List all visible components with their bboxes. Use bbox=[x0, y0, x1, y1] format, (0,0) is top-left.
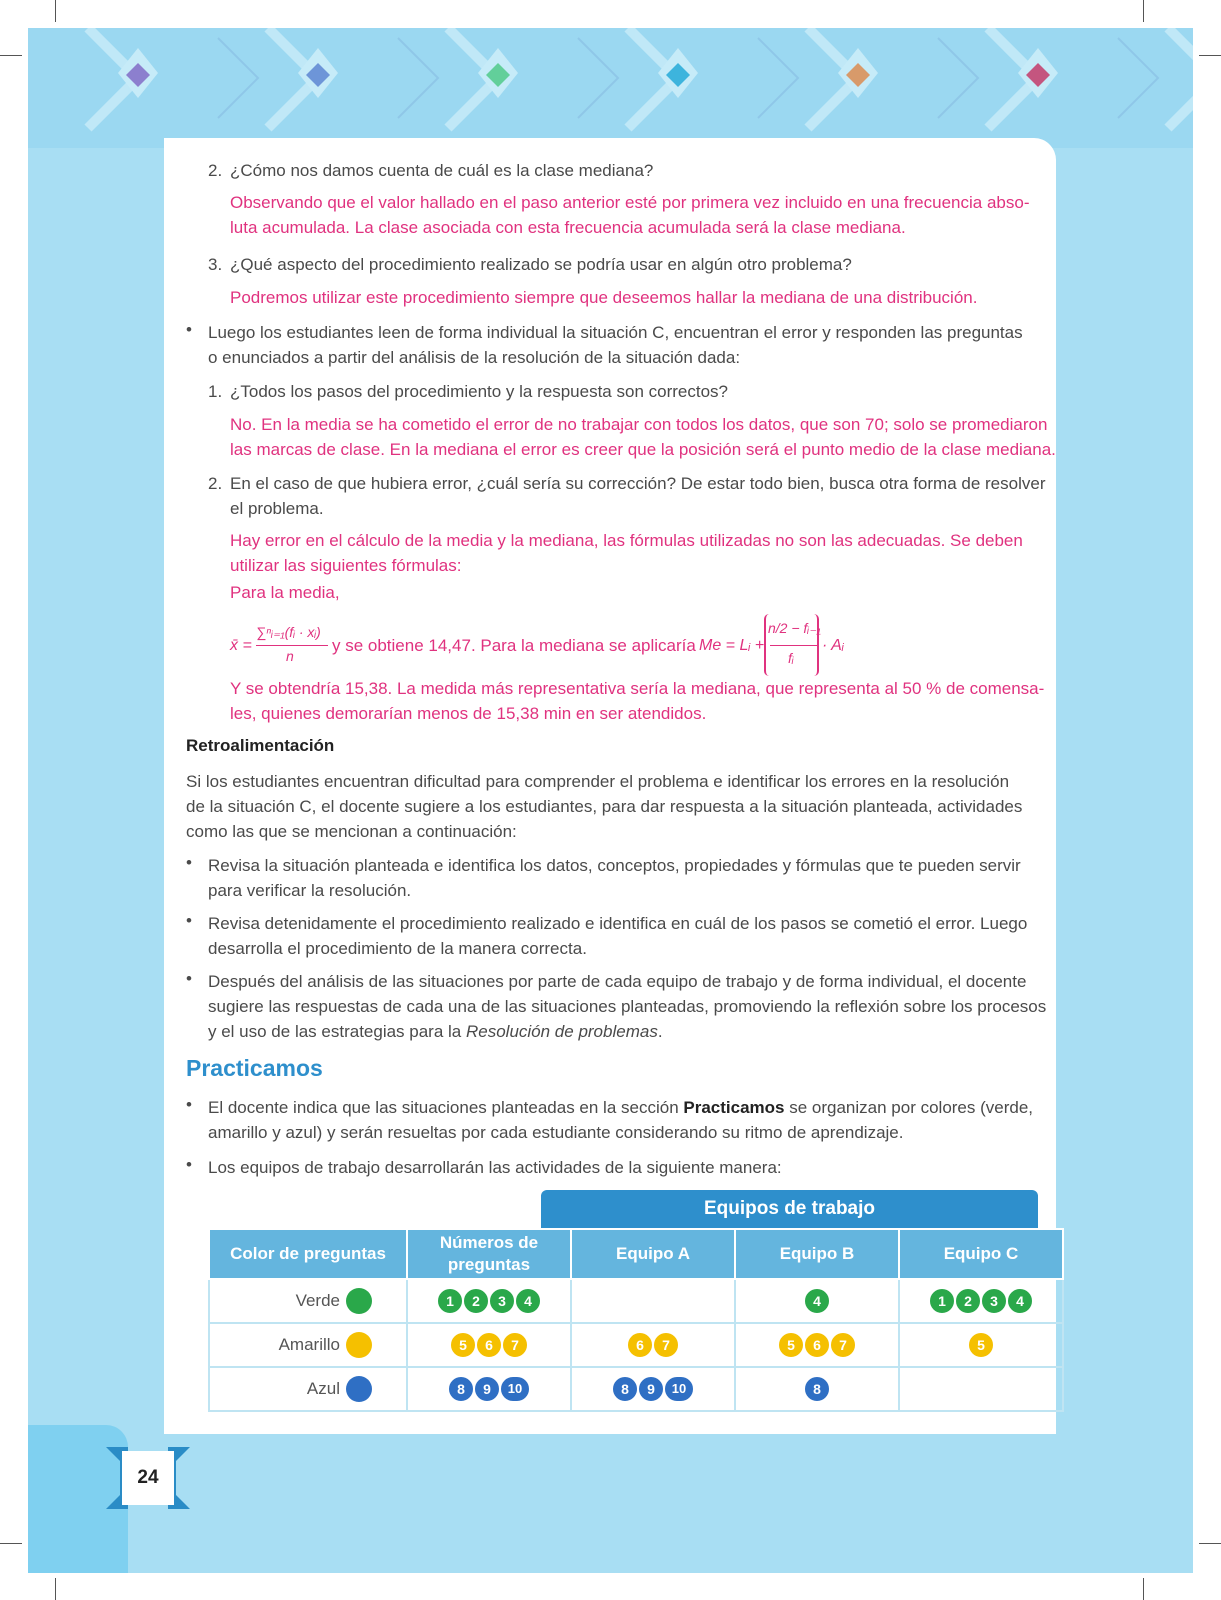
question-numbers-cell bbox=[899, 1367, 1063, 1411]
bullet-text: sugiere las respuestas de cada una de las situaciones planteadas, promoviendo la reflexión sobre los procesos bbox=[208, 997, 1047, 1016]
table-group-header: Equipos de trabajo bbox=[541, 1190, 1038, 1228]
crop-mark bbox=[0, 1543, 22, 1544]
item-number: 3. bbox=[208, 255, 223, 274]
table-header-cell: Color de preguntas bbox=[209, 1229, 407, 1279]
question-number-badge: 6 bbox=[803, 1331, 831, 1359]
bullet-text bbox=[208, 1095, 1033, 1120]
bullet-text: para verificar la resolución. bbox=[208, 881, 412, 900]
question-number-badge: 5 bbox=[777, 1331, 805, 1359]
bullet-text: Luego los estudiantes leen de forma individual la situación C, encuentran el error y responden las preguntas bbox=[208, 323, 1023, 342]
bullet-text: o enunciados a partir del análisis de la resolución de la situación dada: bbox=[208, 348, 741, 367]
item-number: 2. bbox=[208, 474, 223, 493]
question-number-badge: 2 bbox=[462, 1287, 490, 1315]
paragraph-text: como las que se mencionan a continuación: bbox=[186, 822, 517, 841]
question-number-badge: 1 bbox=[436, 1287, 464, 1315]
table-header-cell: Equipo C bbox=[899, 1229, 1063, 1279]
paragraph-text: Si los estudiantes encuentran dificultad para comprender el problema e identificar los errores en la resolución bbox=[186, 772, 1010, 791]
question-number-badge: 9 bbox=[637, 1375, 665, 1403]
paragraph-text: de la situación C, el docente sugiere a los estudiantes, para dar respuesta a la situación planteada, actividades bbox=[186, 797, 1023, 816]
question-number-badge: 4 bbox=[803, 1287, 831, 1315]
question-numbers-cell bbox=[735, 1279, 899, 1323]
question-text: ¿Cómo nos damos cuenta de cuál es la clase mediana? bbox=[230, 161, 654, 180]
question-number-badge: 6 bbox=[626, 1331, 654, 1359]
decorative-banner bbox=[28, 28, 1193, 148]
answer-text: Observando que el valor hallado en el paso anterior esté por primera vez incluido en una frecuencia abso- bbox=[230, 193, 1030, 212]
question-number-badge: 8 bbox=[611, 1375, 639, 1403]
teams-table bbox=[208, 1228, 1064, 1412]
section-heading-retroalimentacion: Retroalimentación bbox=[186, 736, 335, 755]
bullet-icon: • bbox=[186, 1095, 192, 1114]
question-text: ¿Qué aspecto del procedimiento realizado se podría usar en algún otro problema? bbox=[230, 255, 852, 274]
color-label: Azul bbox=[306, 1379, 340, 1398]
question-number-badge: 1 bbox=[928, 1287, 956, 1315]
fraction-bar bbox=[770, 645, 818, 646]
question-numbers-cell bbox=[571, 1323, 735, 1367]
question-numbers-cell bbox=[899, 1323, 1063, 1367]
question-number-badge: 6 bbox=[475, 1331, 503, 1359]
paren-right bbox=[814, 614, 819, 676]
question-number-badge: 7 bbox=[501, 1331, 529, 1359]
bullet-text: Los equipos de trabajo desarrollarán las actividades de la siguiente manera: bbox=[208, 1158, 782, 1177]
bullet-text: Después del análisis de las situaciones por parte de cada equipo de trabajo y de forma individual, el docente bbox=[208, 972, 1027, 991]
table-header-cell: Números de preguntas bbox=[407, 1229, 571, 1279]
crop-mark bbox=[1143, 0, 1144, 22]
question-numbers-cell bbox=[407, 1279, 571, 1323]
text-span: El docente indica que las situaciones planteadas en la sección bbox=[208, 1098, 684, 1117]
text-span: se organizan por colores (verde, bbox=[784, 1098, 1034, 1117]
answer-text: No. En la media se ha cometido el error de no trabajar con todos los datos, que son 70; solo se promediaron bbox=[230, 415, 1048, 434]
question-number-badge: 2 bbox=[954, 1287, 982, 1315]
median-formula-lhs: Me = Lᵢ + bbox=[699, 637, 765, 654]
bullet-text: desarrolla el procedimiento de la manera correcta. bbox=[208, 939, 587, 958]
question-number-badge: 3 bbox=[488, 1287, 516, 1315]
item-number: 1. bbox=[208, 382, 223, 401]
section-heading-practicamos: Practicamos bbox=[186, 1055, 323, 1081]
question-number-badge: 8 bbox=[803, 1375, 831, 1403]
question-number-badge: 7 bbox=[652, 1331, 680, 1359]
question-numbers-cell bbox=[407, 1323, 571, 1367]
bullet-icon: • bbox=[186, 911, 192, 930]
question-number-badge: 3 bbox=[980, 1287, 1008, 1315]
question-numbers-cell bbox=[407, 1367, 571, 1411]
question-numbers-cell bbox=[571, 1279, 735, 1323]
table-header-row bbox=[209, 1229, 1063, 1279]
question-text: ¿Todos los pasos del procedimiento y la respuesta son correctos? bbox=[230, 382, 728, 401]
question-number-badge: 8 bbox=[447, 1375, 475, 1403]
bullet-text: Revisa la situación planteada e identifica los datos, conceptos, propiedades y fórmulas que te pueden servir bbox=[208, 856, 1021, 875]
question-numbers-cell bbox=[571, 1367, 735, 1411]
text-span: . bbox=[657, 1022, 663, 1041]
question-number-badge: 10 bbox=[663, 1375, 695, 1403]
question-number-badge: 10 bbox=[499, 1375, 531, 1403]
median-formula-denominator: fᵢ bbox=[788, 650, 794, 666]
color-label: Amarillo bbox=[278, 1335, 340, 1354]
mean-formula-lhs: x̄ = bbox=[230, 637, 252, 654]
question-number-badge: 4 bbox=[1006, 1287, 1034, 1315]
question-text: el problema. bbox=[230, 499, 324, 518]
mean-formula-numerator: ∑ⁿᵢ₌₁(fᵢ · xᵢ) bbox=[256, 624, 321, 640]
answer-text: Podremos utilizar este procedimiento siempre que deseemos hallar la mediana de una distribución. bbox=[230, 288, 978, 307]
answer-text: utilizar las siguientes fórmulas: bbox=[230, 556, 462, 575]
median-formula-numerator: n/2 − fᵢ₋₁ bbox=[768, 620, 821, 636]
bullet-text bbox=[208, 1019, 663, 1044]
answer-text: Y se obtendría 15,38. La medida más representativa sería la mediana, que representa al 50 % de comensa- bbox=[230, 679, 1045, 698]
italic-text: Resolución de problemas bbox=[465, 1022, 658, 1041]
answer-text: las marcas de clase. En la mediana el error es creer que la posición será el punto medio de la clase mediana. bbox=[230, 440, 1056, 459]
answer-text: Para la media, bbox=[230, 583, 340, 602]
question-number-badge: 7 bbox=[829, 1331, 857, 1359]
page-number: 24 bbox=[137, 1467, 159, 1488]
answer-text: les, quienes demorarían menos de 15,38 min en ser atendidos. bbox=[230, 704, 707, 723]
color-cell bbox=[209, 1367, 407, 1411]
mean-formula-denominator: n bbox=[286, 648, 294, 664]
item-number: 2. bbox=[208, 161, 223, 180]
question-number-badge: 4 bbox=[514, 1287, 542, 1315]
bullet-icon: • bbox=[186, 1155, 192, 1174]
table-row bbox=[209, 1279, 1063, 1323]
question-numbers-cell bbox=[735, 1323, 899, 1367]
table-row bbox=[209, 1323, 1063, 1367]
color-label: Verde bbox=[295, 1291, 340, 1310]
crop-mark bbox=[1143, 1578, 1144, 1600]
color-swatch-icon bbox=[346, 1376, 372, 1402]
table-header-cell: Equipo A bbox=[571, 1229, 735, 1279]
formula-connector-text: y se obtiene 14,47. Para la mediana se aplicaría bbox=[332, 636, 696, 655]
bullet-icon: • bbox=[186, 320, 192, 339]
bullet-text: Revisa detenidamente el procedimiento realizado e identifica en cuál de los pasos se cometió el error. Luego bbox=[208, 914, 1028, 933]
bullet-text: amarillo y azul) y serán resueltas por cada estudiante considerando su ritmo de aprendizaje. bbox=[208, 1123, 904, 1142]
color-swatch-icon bbox=[346, 1288, 372, 1314]
color-cell bbox=[209, 1323, 407, 1367]
question-number-badge: 5 bbox=[967, 1331, 995, 1359]
text-span: y el uso de las estrategias para la bbox=[208, 1022, 466, 1041]
crop-mark bbox=[55, 1578, 56, 1600]
median-formula-tail: · Aᵢ bbox=[822, 637, 844, 654]
bullet-icon: • bbox=[186, 969, 192, 988]
question-number-badge: 9 bbox=[473, 1375, 501, 1403]
answer-text: luta acumulada. La clase asociada con esta frecuencia acumulada será la clase mediana. bbox=[230, 218, 906, 237]
bold-text: Practicamos bbox=[683, 1098, 785, 1117]
table-header-cell: Equipo B bbox=[735, 1229, 899, 1279]
question-number-badge: 5 bbox=[449, 1331, 477, 1359]
crop-mark bbox=[0, 55, 22, 56]
fraction-bar bbox=[256, 645, 328, 646]
crop-mark bbox=[1199, 1543, 1221, 1544]
color-swatch-icon bbox=[346, 1332, 372, 1358]
question-numbers-cell bbox=[735, 1367, 899, 1411]
table-row bbox=[209, 1367, 1063, 1411]
answer-text: Hay error en el cálculo de la media y la mediana, las fórmulas utilizadas no son las adecuadas. Se deben bbox=[230, 531, 1023, 550]
bullet-icon: • bbox=[186, 853, 192, 872]
color-cell bbox=[209, 1279, 407, 1323]
crop-mark bbox=[55, 0, 56, 22]
question-text: En el caso de que hubiera error, ¿cuál sería su corrección? De estar todo bien, busca otra forma de resolver bbox=[230, 474, 1046, 493]
banner-pattern bbox=[28, 28, 1193, 148]
crop-mark bbox=[1199, 55, 1221, 56]
question-numbers-cell bbox=[899, 1279, 1063, 1323]
